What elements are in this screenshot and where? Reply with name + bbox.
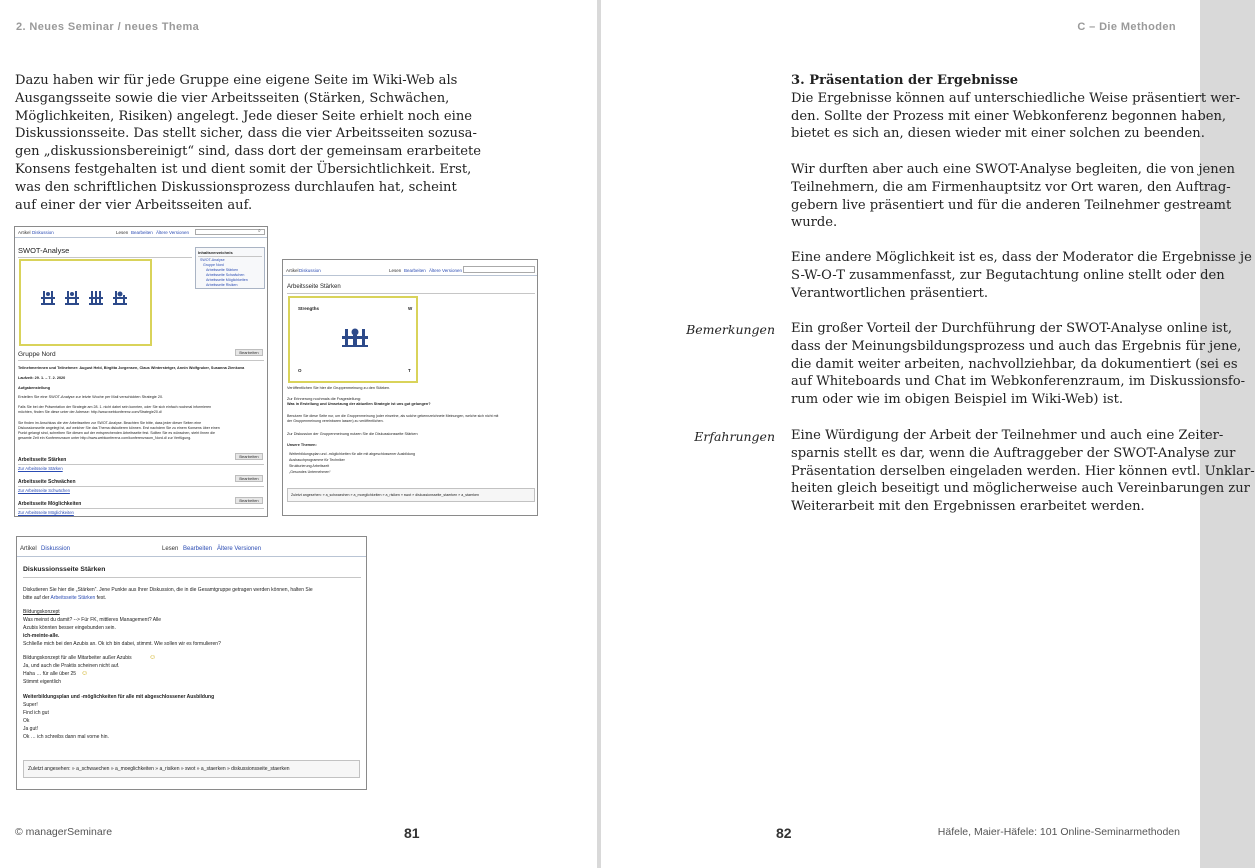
group-heading: Gruppe Nord bbox=[18, 351, 56, 358]
question-line: Was in Erstellung und Umsetzung der aktuellen Strategie ist uns gut gelungen? bbox=[287, 402, 431, 406]
instruction-line: Diskussionsseite angelegt ist, auf welcher Sie das Thema diskutieren können. Erst nachdem Sie zu einem Konsens über einen bbox=[18, 426, 220, 430]
tab-article[interactable]: Artikel bbox=[18, 230, 31, 235]
weaknesses-label: W bbox=[408, 306, 413, 311]
wiki-tab-bar bbox=[15, 227, 267, 238]
tab-read[interactable]: Lesen bbox=[389, 268, 402, 273]
strengths-label: Strengths bbox=[298, 306, 320, 311]
section-heading: Arbeitsseite Schwächen bbox=[18, 479, 76, 485]
text-line: die damit weiter arbeiten, nachvollziehbar, da dokumentiert (sei es bbox=[791, 356, 1238, 372]
text-line: den. Sollte der Prozess mit einer Webkonferenz begonnen haben, bbox=[791, 108, 1227, 124]
recently-viewed-bar bbox=[287, 488, 535, 502]
recently-viewed-bar bbox=[23, 760, 360, 778]
running-header-left: 2. Neues Seminar / neues Thema bbox=[16, 21, 200, 33]
footer-copyright: © managerSeminare bbox=[15, 826, 113, 838]
text-line: Teilnehmern, die am Firmenhauptsitz vor Ort waren, den Auftrag- bbox=[791, 179, 1231, 195]
footer-book-title: Häfele, Maier-Häfele: 101 Online-Seminarmethoden bbox=[937, 826, 1180, 838]
hint-line: möchten, finden Sie diese unter der Adresse: http://www.webkonferenz.com/Strategie20.d/ bbox=[18, 410, 162, 414]
tab-article[interactable]: Artikel bbox=[286, 268, 299, 273]
edit-section-button[interactable]: Bearbeiten bbox=[235, 497, 263, 504]
text-line: was den schriftlichen Diskussionsprozess durchlaufen hat, scheint bbox=[15, 179, 457, 195]
tab-discussion[interactable]: Diskussion bbox=[41, 546, 71, 552]
swot-figures-icon bbox=[21, 261, 150, 344]
divider bbox=[18, 360, 264, 361]
section-heading: Arbeitsseite Möglichkeiten bbox=[18, 501, 82, 507]
text-line: gebern live präsentiert und für die anderen Teilnehmer gestreamt bbox=[791, 197, 1232, 213]
participants-text: Teilnehmerinnen und Teilnehmer: August Held, Birgitta Jorgensen, Claus Winterstetger, Annin Wolfgruber, Susanna Zienkova bbox=[18, 366, 245, 370]
text-line: Eine andere Möglichkeit ist es, dass der Moderator die Ergebnisse je bbox=[791, 250, 1252, 265]
wiki-page-title: SWOT-Analyse bbox=[18, 246, 70, 255]
divider bbox=[23, 577, 361, 578]
comment-line: Stimmt eigentlich bbox=[23, 679, 62, 685]
margin-note-experience: Erfahrungen bbox=[694, 429, 775, 444]
topic-heading: Bildungskonzept bbox=[23, 609, 60, 615]
intro-line-2 bbox=[23, 595, 106, 601]
divider bbox=[18, 508, 264, 509]
screenshot-discussion-page-strengths bbox=[16, 536, 367, 790]
divider bbox=[287, 293, 535, 294]
text-line: wurde. bbox=[791, 215, 838, 231]
page-number-left: 81 bbox=[404, 825, 420, 841]
comment-line: Azubis könnten besser eingebunden sein. bbox=[23, 625, 116, 631]
topic-item: Strukturierung Arbeitszeit bbox=[289, 464, 330, 468]
text-line: Dazu haben wir für jede Gruppe eine eigene Seite im Wiki-Web als bbox=[15, 73, 458, 88]
text-line: Diskussionsseite. Das stellt sicher, dass die vier Arbeitsseiten sozusa- bbox=[15, 126, 477, 142]
text-line: heiten gleich beseitigt und möglicherweise auch Vereinbarungen zur bbox=[791, 481, 1250, 497]
swot-matrix-image bbox=[288, 296, 418, 383]
tab-edit[interactable]: Bearbeiten bbox=[131, 230, 153, 235]
text-line: Weiterarbeit mit den Ergebnissen erarbeitet werden. bbox=[791, 499, 1145, 515]
wiki-tab-bar bbox=[17, 537, 366, 557]
right-page bbox=[601, 0, 1255, 868]
task-text: Erstellen Sie eine SWOT-Analyse zur letzte Woche per Mail verschickten Strategie 20. bbox=[18, 395, 164, 399]
text-line: Konsens festgehalten ist und dient somit der Übersichtlichkeit. Erst, bbox=[15, 161, 472, 177]
tab-history[interactable]: Ältere Versionen bbox=[217, 546, 262, 552]
text-line: rum oder wie im obigen Beispiel im Wiki-Web) ist. bbox=[791, 392, 1124, 408]
edit-section-button[interactable]: Bearbeiten bbox=[235, 453, 263, 460]
text-line: Möglichkeiten, Risiken) angelegt. Jede dieser Seite erhielt noch eine bbox=[15, 108, 472, 124]
instruction-line: Punkt gelangt sind, schreiben Sie diesen auf der entsprechenden Arbeitsseite fest. Sollten Sie es wünschen, steht Ihnen die bbox=[18, 431, 215, 435]
text-line: Ein großer Vorteil der Durchführung der SWOT-Analyse online ist, bbox=[791, 321, 1233, 336]
topic-item: Weiterbildungsplan und -möglichkeiten für alle mit abgeschlossener Ausbildung bbox=[289, 452, 415, 456]
section-link[interactable]: Zur Arbeitsseite Schwächen bbox=[18, 488, 70, 493]
text-line: dass der Meinungsbildungsprozess und auch das Ergebnis für jene, bbox=[791, 338, 1242, 354]
screenshot-swot-analysis bbox=[14, 226, 268, 517]
topic-item: Ausbauchprogramme für Techniker bbox=[289, 458, 345, 462]
instruction-line: Sie finden im Anschluss die vier Arbeitsseiten zur SWOT-Analyse. Beachten Sie bitte, dass jeder dieser Seiten eine bbox=[18, 421, 202, 425]
text-line: Ausgangsseite sowie die vier Arbeitsseiten (Stärken, Schwächen, bbox=[15, 90, 450, 106]
usage-line: Benutzen Sie diese Seite nur, um die Gruppenmeinung (oder einzelne, als solche gekennzeichnete Meinungen, welche sich nicht mit bbox=[287, 414, 499, 418]
screenshot-work-page-strengths bbox=[282, 259, 538, 516]
paragraph-experience bbox=[791, 427, 1255, 516]
text-line: Wir durften aber auch eine SWOT-Analyse begleiten, die von jenen bbox=[791, 162, 1235, 177]
tab-edit[interactable]: Bearbeiten bbox=[404, 268, 426, 273]
comment-line: Was meinst du damit? --> Für FK, mittleres Management? Alle bbox=[23, 617, 162, 623]
section-heading: Arbeitsseite Stärken bbox=[18, 457, 67, 463]
edit-section-button[interactable]: Bearbeiten bbox=[235, 475, 263, 482]
comment-line: Super! bbox=[23, 702, 38, 708]
usage-line: der Gruppenmeinung vereinbaren lassen) zu veröffentlichen. bbox=[287, 419, 384, 423]
page-number-right: 82 bbox=[776, 825, 792, 841]
text-line: Präsentation derselben eingeladen werden. Hier können evtl. Unklar- bbox=[791, 463, 1255, 479]
text-line: Verantwortlichen präsentiert. bbox=[791, 285, 989, 301]
toc-item[interactable]: Arbeitsseite Stärken bbox=[206, 268, 239, 272]
wiki-tab-bar bbox=[283, 260, 537, 276]
topic-heading: Weiterbildungsplan und -möglichkeiten für alle mit abgeschlossener Ausbildung bbox=[23, 694, 215, 700]
comment-line: Ja, und auch die Praktis scheinen nicht auf. bbox=[23, 663, 120, 669]
search-input[interactable] bbox=[463, 266, 535, 273]
discussion-link-line[interactable]: Zur Diskussion der Gruppenmeinung nutzen Sie die Diskussionsseite Stärken bbox=[287, 432, 418, 436]
section-presentation bbox=[791, 72, 1240, 143]
toc-item[interactable]: Gruppe Nord bbox=[203, 263, 224, 267]
text-line: Die Ergebnisse können auf unterschiedliche Weise präsentiert wer- bbox=[791, 90, 1240, 106]
tab-article[interactable]: Artikel bbox=[20, 546, 37, 552]
task-label: Aufgabenstellung bbox=[18, 386, 51, 390]
text-line: S-W-O-T zusammenfasst, zur Begutachtung online stellt oder den bbox=[791, 267, 1225, 283]
toc-item[interactable]: Arbeitsseite Möglichkeiten bbox=[206, 278, 248, 282]
paragraph-remarks bbox=[791, 320, 1245, 409]
tab-history[interactable]: Ältere Versionen bbox=[156, 230, 190, 235]
running-header-right: C – Die Methoden bbox=[1077, 21, 1176, 33]
swot-image bbox=[19, 259, 152, 346]
intro-line: Veröffentlichen Sie hier die Gruppenmeinung zu den Stärken. bbox=[287, 386, 391, 390]
reminder-line: Zur Erinnerung nochmals die Fragestellung: bbox=[287, 397, 361, 401]
runtime-text: Laufzeit: 29. 1. – 7. 2. 2020 bbox=[18, 376, 66, 380]
search-icon[interactable]: ⌕ bbox=[258, 228, 261, 234]
text-line: Eine Würdigung der Arbeit der Teilnehmer und auch eine Zeiter- bbox=[791, 428, 1224, 443]
left-page bbox=[0, 0, 597, 868]
tab-history[interactable]: Ältere Versionen bbox=[429, 268, 463, 273]
section-link[interactable]: Zur Arbeitsseite Möglichkeiten bbox=[18, 510, 74, 515]
comment-line: Schließe mich bei den Azubis an. Ok ich bin dabei, stimmt. Wie sollen wir es formulieren? bbox=[23, 641, 221, 647]
section-heading: 3. Präsentation der Ergebnisse bbox=[791, 73, 1019, 88]
search-input[interactable] bbox=[195, 229, 265, 235]
toc-item[interactable]: SWOT-Analyse bbox=[200, 258, 225, 262]
wiki-page-title: Arbeitsseite Stärken bbox=[287, 284, 341, 290]
comment-line: Haha … für alle über 25 bbox=[23, 671, 77, 677]
smiley-icon: ☺ bbox=[81, 670, 89, 677]
toc-title: Inhaltsverzeichnis bbox=[198, 250, 233, 255]
divider bbox=[198, 256, 262, 257]
divider bbox=[18, 486, 264, 487]
section-link[interactable]: Zur Arbeitsseite Stärken bbox=[18, 466, 63, 471]
intro-prefix: bitte auf der bbox=[23, 595, 51, 601]
recently-viewed-text[interactable]: Zuletzt angesehen: » a_schwaechen » a_moeglichkeiten » a_risiken » swot » diskussionsseite_staerken » a_staerken bbox=[291, 493, 479, 497]
divider bbox=[18, 257, 192, 258]
tab-read[interactable]: Lesen bbox=[162, 546, 179, 552]
text-line: gen „diskussionsbereinigt“ sind, dass dort der gemeinsam erarbeitete bbox=[15, 144, 482, 160]
comment-line: Bildungskonzept für alle Mitarbeiter außer Azubis bbox=[23, 655, 132, 661]
strength-figure-icon bbox=[340, 326, 370, 350]
smiley-icon: ☺ bbox=[149, 654, 157, 661]
tab-discussion[interactable]: Diskussion bbox=[32, 230, 54, 235]
text-line: bietet es sich an, diesen wieder mit einer solchen zu beenden. bbox=[791, 126, 1205, 142]
toc-item[interactable]: Arbeitsseite Schwächen bbox=[206, 273, 245, 277]
text-line: auf Whiteboards und Chat im Webkonferenzraum, im Diskussionsfo- bbox=[791, 374, 1246, 390]
comment-line: Ja gut! bbox=[23, 726, 39, 732]
wiki-page-title: Diskussionsseite Stärken bbox=[23, 566, 106, 573]
paragraph-2 bbox=[791, 161, 1235, 232]
instruction-line: gesamte Zeit ein Konferenzraum unter http://www.webkonferenz.com/konferenzraum_Nord.d/ zur Verfügung. bbox=[18, 436, 192, 440]
tab-read[interactable]: Lesen bbox=[116, 230, 129, 235]
toc-item[interactable]: Arbeitsseite Risiken bbox=[206, 283, 238, 287]
hint-line: Falls Sie bei der Präsentation der Strategie am 28. 1. nicht dabei sein konnten, oder Sie sich einfach nochmal informieren bbox=[18, 405, 212, 409]
topic-item: „Gesundes Unternehmen“ bbox=[289, 470, 331, 474]
edit-section-button[interactable]: Bearbeiten bbox=[235, 349, 263, 356]
table-of-contents bbox=[195, 247, 265, 289]
tab-edit[interactable]: Bearbeiten bbox=[183, 546, 213, 552]
intro-suffix: fest. bbox=[95, 595, 107, 601]
recently-viewed-text[interactable]: Zuletzt angesehen: » a_schwaechen » a_moeglichkeiten » a_risiken » swot » a_staerken » diskussionsseite_staerken bbox=[28, 766, 290, 772]
paragraph-3 bbox=[791, 249, 1252, 302]
text-line: sparnis stellt es dar, wenn die Auftraggeber der SWOT-Analyse zur bbox=[791, 445, 1236, 461]
comment-line: Find ich gut bbox=[23, 710, 49, 716]
left-body-text bbox=[15, 72, 481, 214]
divider bbox=[18, 464, 264, 465]
intro-line: Diskutieren Sie hier die „Stärken“. Jene Punkte aus Ihrer Diskussion, die in die Gesamtgruppe getragen werden können, halten Sie bbox=[23, 587, 313, 593]
work-page-link[interactable]: Arbeitsseite Stärken bbox=[50, 595, 96, 601]
comment-line: Ok bbox=[23, 718, 30, 724]
margin-note-remarks: Bemerkungen bbox=[686, 322, 775, 337]
opportunities-label: O bbox=[298, 368, 302, 373]
threats-label: T bbox=[408, 368, 411, 373]
comment-line: Ok … ich schreibs dann mal vorne hin. bbox=[23, 734, 109, 740]
comment-line: ich-meinte-alle. bbox=[23, 633, 60, 639]
topics-label: Unsere Themen: bbox=[287, 443, 317, 447]
text-line: auf einer der vier Arbeitsseiten auf. bbox=[15, 197, 253, 213]
tab-discussion[interactable]: Diskussion bbox=[299, 268, 321, 273]
